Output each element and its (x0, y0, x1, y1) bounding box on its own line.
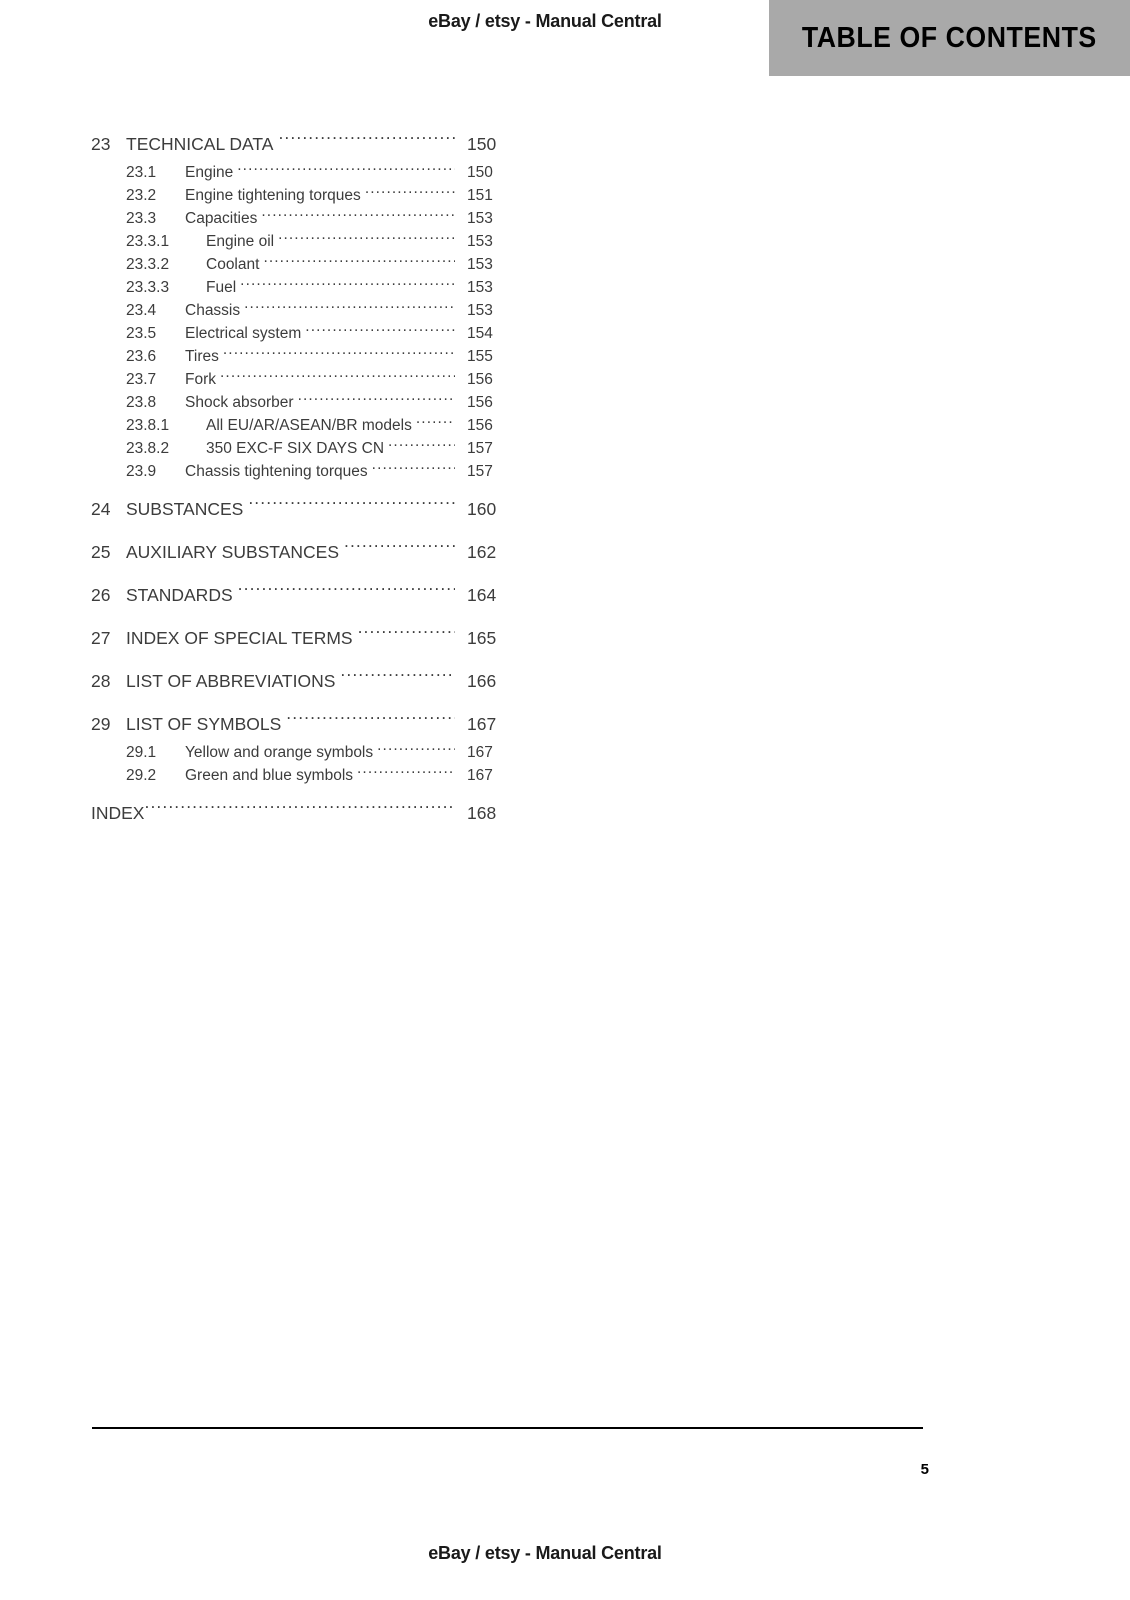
toc-entry-title: Engine oil (206, 233, 275, 250)
toc-entry[interactable] (91, 128, 511, 161)
toc-entry-number: 24 (91, 499, 111, 519)
toc-entry-title: Fork (185, 371, 216, 388)
toc-entry-number: 23.8 (126, 394, 157, 411)
toc-dot-leader (344, 541, 455, 559)
toc-entry-number: 23.3.1 (126, 233, 170, 250)
toc-dot-leader (358, 627, 455, 645)
toc-entry-title: Green and blue symbols (185, 767, 354, 784)
toc-entry-title: SUBSTANCES (126, 499, 244, 519)
toc-dot-leader (305, 323, 455, 339)
toc-entry-page-number: 150 (467, 134, 497, 154)
toc-entry[interactable] (91, 741, 511, 764)
header-watermark: eBay / etsy - Manual Central (428, 11, 662, 31)
toc-entry[interactable] (91, 764, 511, 787)
toc-entry-title: AUXILIARY SUBSTANCES (126, 542, 339, 562)
toc-entry[interactable] (91, 299, 511, 322)
toc-entry-number: 23.6 (126, 348, 157, 365)
toc-entry-number: 23.8.1 (126, 417, 170, 434)
toc-entry[interactable] (91, 161, 511, 184)
toc-entry-page-number: 166 (467, 671, 497, 691)
toc-entry-title: Electrical system (185, 325, 302, 342)
toc-entry-number: 23.9 (126, 463, 157, 480)
toc-entry[interactable] (91, 253, 511, 276)
toc-entry[interactable] (91, 184, 511, 207)
page-title: TABLE OF CONTENTS (802, 21, 1097, 54)
toc-entry-number: 23.5 (126, 325, 157, 342)
toc-entry-page-number: 164 (467, 585, 497, 605)
toc-entry[interactable] (91, 622, 511, 655)
toc-entry-number: 23.7 (126, 371, 157, 388)
toc-group (91, 579, 511, 612)
toc-dot-leader (263, 254, 455, 270)
toc-entry-number: 23.3.2 (126, 256, 170, 273)
toc-entry-title: Tires (185, 348, 219, 365)
footer-page-number: 5 (920, 1461, 929, 1478)
toc-entry-title: Fuel (206, 279, 237, 296)
toc-entry-number: 23.3.3 (126, 279, 170, 296)
toc-dot-leader (144, 802, 455, 820)
toc-dot-leader (416, 415, 455, 431)
toc-entry[interactable] (91, 579, 511, 612)
toc-entry-title: Coolant (206, 256, 260, 273)
footer-divider (92, 1427, 923, 1429)
toc-entry-page-number: 151 (467, 187, 493, 204)
toc-entry-page-number: 156 (467, 417, 493, 434)
toc-entry[interactable] (91, 368, 511, 391)
toc-entry-page-number: 167 (467, 744, 493, 761)
toc-entry[interactable] (91, 665, 511, 698)
toc-entry-page-number: 167 (467, 767, 493, 784)
toc-entry-title: Chassis tightening torques (185, 463, 368, 480)
toc-dot-leader (237, 162, 455, 178)
toc-entry-number: 27 (91, 628, 111, 648)
toc-entry-page-number: 160 (467, 499, 497, 519)
toc-entry[interactable] (91, 493, 511, 526)
toc-dot-leader (340, 670, 455, 688)
toc-entry-title: TECHNICAL DATA (126, 134, 274, 154)
toc-entry-page-number: 150 (467, 164, 493, 181)
toc-entry-page-number: 153 (467, 233, 493, 250)
toc-entry-number: 25 (91, 542, 111, 562)
toc-entry[interactable] (91, 437, 511, 460)
toc-entry[interactable] (91, 391, 511, 414)
toc-dot-leader (278, 231, 455, 247)
toc-dot-leader (286, 713, 455, 731)
toc-entry[interactable] (91, 708, 511, 741)
toc-entry-page-number: 156 (467, 371, 493, 388)
toc-dot-leader (278, 133, 455, 151)
toc-entry-page-number: 157 (467, 463, 493, 480)
toc-entry-page-number: 153 (467, 210, 493, 227)
toc-dot-leader (223, 346, 455, 362)
toc-dot-leader (377, 742, 455, 758)
toc-entry-number: 23.8.2 (126, 440, 170, 457)
toc-dot-leader (238, 584, 455, 602)
toc-entry[interactable] (91, 460, 511, 483)
toc-entry-title: INDEX OF SPECIAL TERMS (126, 628, 353, 648)
toc-entry-title: INDEX (91, 803, 145, 823)
toc-entry-title: Chassis (185, 302, 241, 319)
toc-dot-leader (220, 369, 455, 385)
toc-entry-title: Capacities (185, 210, 258, 227)
toc-entry-page-number: 167 (467, 714, 497, 734)
toc-entry-title: Shock absorber (185, 394, 294, 411)
toc-group (91, 493, 511, 526)
toc-dot-leader (240, 277, 455, 293)
footer-watermark: eBay / etsy - Manual Central (428, 1543, 662, 1563)
table-of-contents-banner (769, 0, 1130, 76)
toc-entry-number: 29.2 (126, 767, 157, 784)
toc-entry-number: 23.4 (126, 302, 157, 319)
toc-entry-number: 23.3 (126, 210, 157, 227)
toc-entry-number: 29.1 (126, 744, 157, 761)
toc-entry-title: STANDARDS (126, 585, 233, 605)
toc-group (91, 128, 511, 483)
toc-entry-page-number: 153 (467, 302, 493, 319)
toc-entry-title: Yellow and orange symbols (185, 744, 374, 761)
table-of-contents-list (91, 128, 511, 830)
toc-group (91, 708, 511, 787)
toc-entry-title: Engine tightening torques (185, 187, 361, 204)
toc-group (91, 622, 511, 655)
toc-entry-number: 28 (91, 671, 111, 691)
toc-dot-leader (248, 498, 455, 516)
toc-entry-page-number: 157 (467, 440, 493, 457)
toc-entry-title: 350 EXC-F SIX DAYS CN (206, 440, 385, 457)
toc-entry[interactable] (91, 536, 511, 569)
toc-entry-title: Engine (185, 164, 234, 181)
toc-entry-title: LIST OF ABBREVIATIONS (126, 671, 336, 691)
toc-group (91, 665, 511, 698)
toc-group (91, 536, 511, 569)
toc-entry-page-number: 168 (467, 803, 497, 823)
toc-dot-leader (298, 392, 455, 408)
toc-dot-leader (261, 208, 455, 224)
toc-entry-title: All EU/AR/ASEAN/BR models (206, 417, 412, 434)
toc-entry-page-number: 155 (467, 348, 493, 365)
toc-entry-number: 23.1 (126, 164, 157, 181)
toc-entry-page-number: 153 (467, 256, 493, 273)
toc-group (91, 797, 511, 830)
toc-entry[interactable] (91, 797, 511, 830)
toc-entry[interactable] (91, 207, 511, 230)
toc-entry-number: 23 (91, 134, 111, 154)
toc-dot-leader (365, 185, 455, 201)
toc-dot-leader (388, 438, 455, 454)
toc-entry-number: 29 (91, 714, 111, 734)
toc-entry[interactable] (91, 414, 511, 437)
toc-entry-page-number: 156 (467, 394, 493, 411)
toc-entry-page-number: 165 (467, 628, 497, 648)
toc-dot-leader (357, 765, 455, 781)
toc-entry-number: 26 (91, 585, 111, 605)
toc-entry[interactable] (91, 322, 511, 345)
toc-dot-leader (244, 300, 455, 316)
toc-entry[interactable] (91, 345, 511, 368)
toc-entry-title: LIST OF SYMBOLS (126, 714, 282, 734)
toc-entry[interactable] (91, 276, 511, 299)
toc-entry-number: 23.2 (126, 187, 157, 204)
toc-entry-page-number: 153 (467, 279, 493, 296)
toc-entry[interactable] (91, 230, 511, 253)
toc-dot-leader (372, 461, 455, 477)
toc-entry-page-number: 154 (467, 325, 493, 342)
toc-entry-page-number: 162 (467, 542, 497, 562)
